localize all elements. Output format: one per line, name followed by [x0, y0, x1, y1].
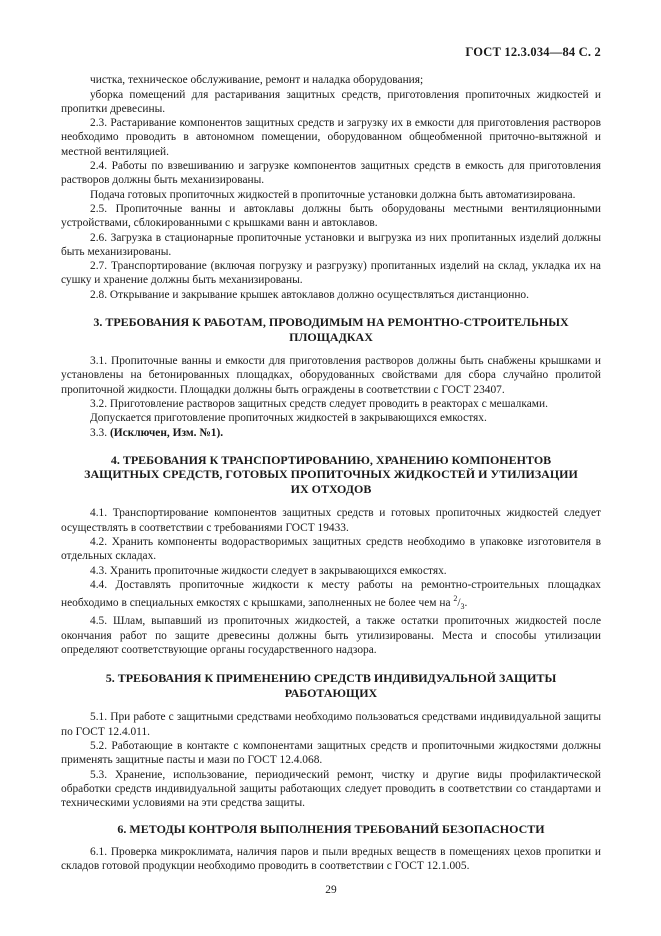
clause-number: 3.3.: [90, 426, 108, 439]
paragraph: чистка, техническое обслуживание, ремонт и наладка оборудования;: [90, 74, 424, 87]
paragraph-6-1: 6.1. Проверка микроклимата, наличия паров и пыли вредных веществ в помещениях цехов пропитки и складов готовой продукции необходимо проводить в соответствии с ГОСТ 12.1.005.: [61, 845, 601, 873]
paragraph-2-8: 2.8. Открывание и закрывание крышек автоклавов должно осуществляться дистанционно.: [90, 288, 529, 301]
fraction-numerator: 2: [453, 594, 458, 604]
paragraph-4-1: 4.1. Транспортирование компонентов защитных средств и готовых пропиточных жидкостей следует осуществлять в соответствии с требованиями ГОСТ 19433.: [61, 507, 601, 534]
paragraph-3-3: [61, 426, 601, 440]
section-6-title: 6. МЕТОДЫ КОНТРОЛЯ ВЫПОЛНЕНИЯ ТРЕБОВАНИЙ БЕЗОПАСНОСТИ: [117, 822, 545, 837]
paragraph-4-3: 4.3. Хранить пропиточные жидкости следует в закрывающихся емкостях.: [90, 564, 447, 577]
paragraph-text: 4.4. Доставлять пропиточные жидкости к месту работы на ремонтно-строительных площадках необходимо в специальных емкостях с крышками, заполненных не более чем на: [61, 578, 601, 609]
section-4-title: 4. ТРЕБОВАНИЯ К ТРАНСПОРТИРОВАНИЮ, ХРАНЕНИЮ КОМПОНЕНТОВ ЗАЩИТНЫХ СРЕДСТВ, ГОТОВЫХ ПРОПИТОЧНЫХ ЖИДКОСТЕЙ И УТИЛИЗАЦИИ ИХ ОТХОДОВ: [84, 452, 578, 496]
page-number: 29: [325, 883, 337, 896]
section-3-title: 3. ТРЕБОВАНИЯ К РАБОТАМ, ПРОВОДИМЫМ НА РЕМОНТНО-СТРОИТЕЛЬНЫХ ПЛОЩАДКАХ: [93, 315, 569, 344]
paragraph-2-3: 2.3. Растаривание компонентов защитных средств и загрузку их в емкости для приготовления растворов необходимо проводить в автономном помещении, оборудованном общеобменной приточно-вытяжной и местной вентиляцией.: [61, 117, 601, 158]
page-header: ГОСТ 12.3.034—84 С. 2: [465, 45, 601, 59]
paragraph-4-4: 4.4. Доставлять пропиточные жидкости к месту работы на ремонтно-строительных площадках необходимо в специальных емкостях с крышками, заполненных не более чем на $^2/_3$.: [61, 578, 601, 612]
paragraph-5-1: 5.1. При работе с защитными средствами необходимо пользоваться средствами индивидуальной защиты по ГОСТ 12.4.011.: [61, 711, 601, 738]
paragraph-2-5: 2.5. Пропиточные ванны и автоклавы должны быть оборудованы местными вентиляционными устройствами, сблокированными с крышками ванн и автоклавов.: [61, 202, 601, 230]
paragraph-2-7: 2.7. Транспортирование (включая погрузку и разгрузку) пропитанных изделий на склад, укладка их на сушку и хранение должны быть механизированы.: [61, 260, 601, 287]
paragraph-3-2: 3.2. Приготовление растворов защитных средств следует проводить в реакторах с мешалками.: [90, 397, 548, 410]
paragraph-5-2: 5.2. Работающие в контакте с компонентами защитных средств и пропиточными жидкостями должны применять защитные пасты и мази по ГОСТ 12.4.068.: [61, 739, 601, 767]
paragraph: Подача готовых пропиточных жидкостей в пропиточные установки должна быть автоматизирована.: [90, 188, 576, 201]
paragraph: Допускается приготовление пропиточных жидкостей в закрывающихся емкостях.: [90, 412, 487, 425]
paragraph-4-2: 4.2. Хранить компоненты водорастворимых защитных средств необходимо в упаковке изготовителя в отдельных складах.: [61, 535, 601, 563]
section-5-title: 5. ТРЕБОВАНИЯ К ПРИМЕНЕНИЮ СРЕДСТВ ИНДИВИДУАЛЬНОЙ ЗАЩИТЫ РАБОТАЮЩИХ: [105, 671, 557, 700]
excluded-note: (Исключен, Изм. №1).: [109, 426, 224, 439]
paragraph-5-3: 5.3. Хранение, использование, периодический ремонт, чистку и другие виды профилактической обработки средств индивидуальной защиты работающих следует проводить в соответствии со стандартами и техническими условиями на эти средства защиты.: [61, 768, 601, 810]
paragraph-4-5: 4.5. Шлам, выпавший из пропиточных жидкостей, а также остатки пропиточных жидкостей после окончания работ по защите древесины должны быть утилизированы. Места и способы утилизации определяют соответствующие органы государственного надзора.: [61, 615, 601, 657]
period: .: [464, 596, 468, 609]
paragraph-2-4: 2.4. Работы по взвешиванию и загрузке компонентов защитных средств в емкость для приготовления растворов должны быть механизированы.: [61, 160, 601, 187]
fraction-denominator: 3: [460, 602, 465, 612]
paragraph: уборка помещений для растаривания защитных средств, приготовления пропиточных жидкостей и пропитки древесины.: [61, 88, 601, 115]
paragraph-2-6: 2.6. Загрузка в стационарные пропиточные установки и выгрузка из них пропитанных изделий должны быть механизированы.: [61, 231, 601, 258]
paragraph-3-1: 3.1. Пропиточные ванны и емкости для приготовления растворов должны быть снабжены крышками и установлены на бетонированных площадках, оборудованных свойствами для сбора случайно пролитой пропиточной жидкости. Площадки должны быть ограждены в соответствии с ГОСТ 23407.: [61, 355, 601, 396]
